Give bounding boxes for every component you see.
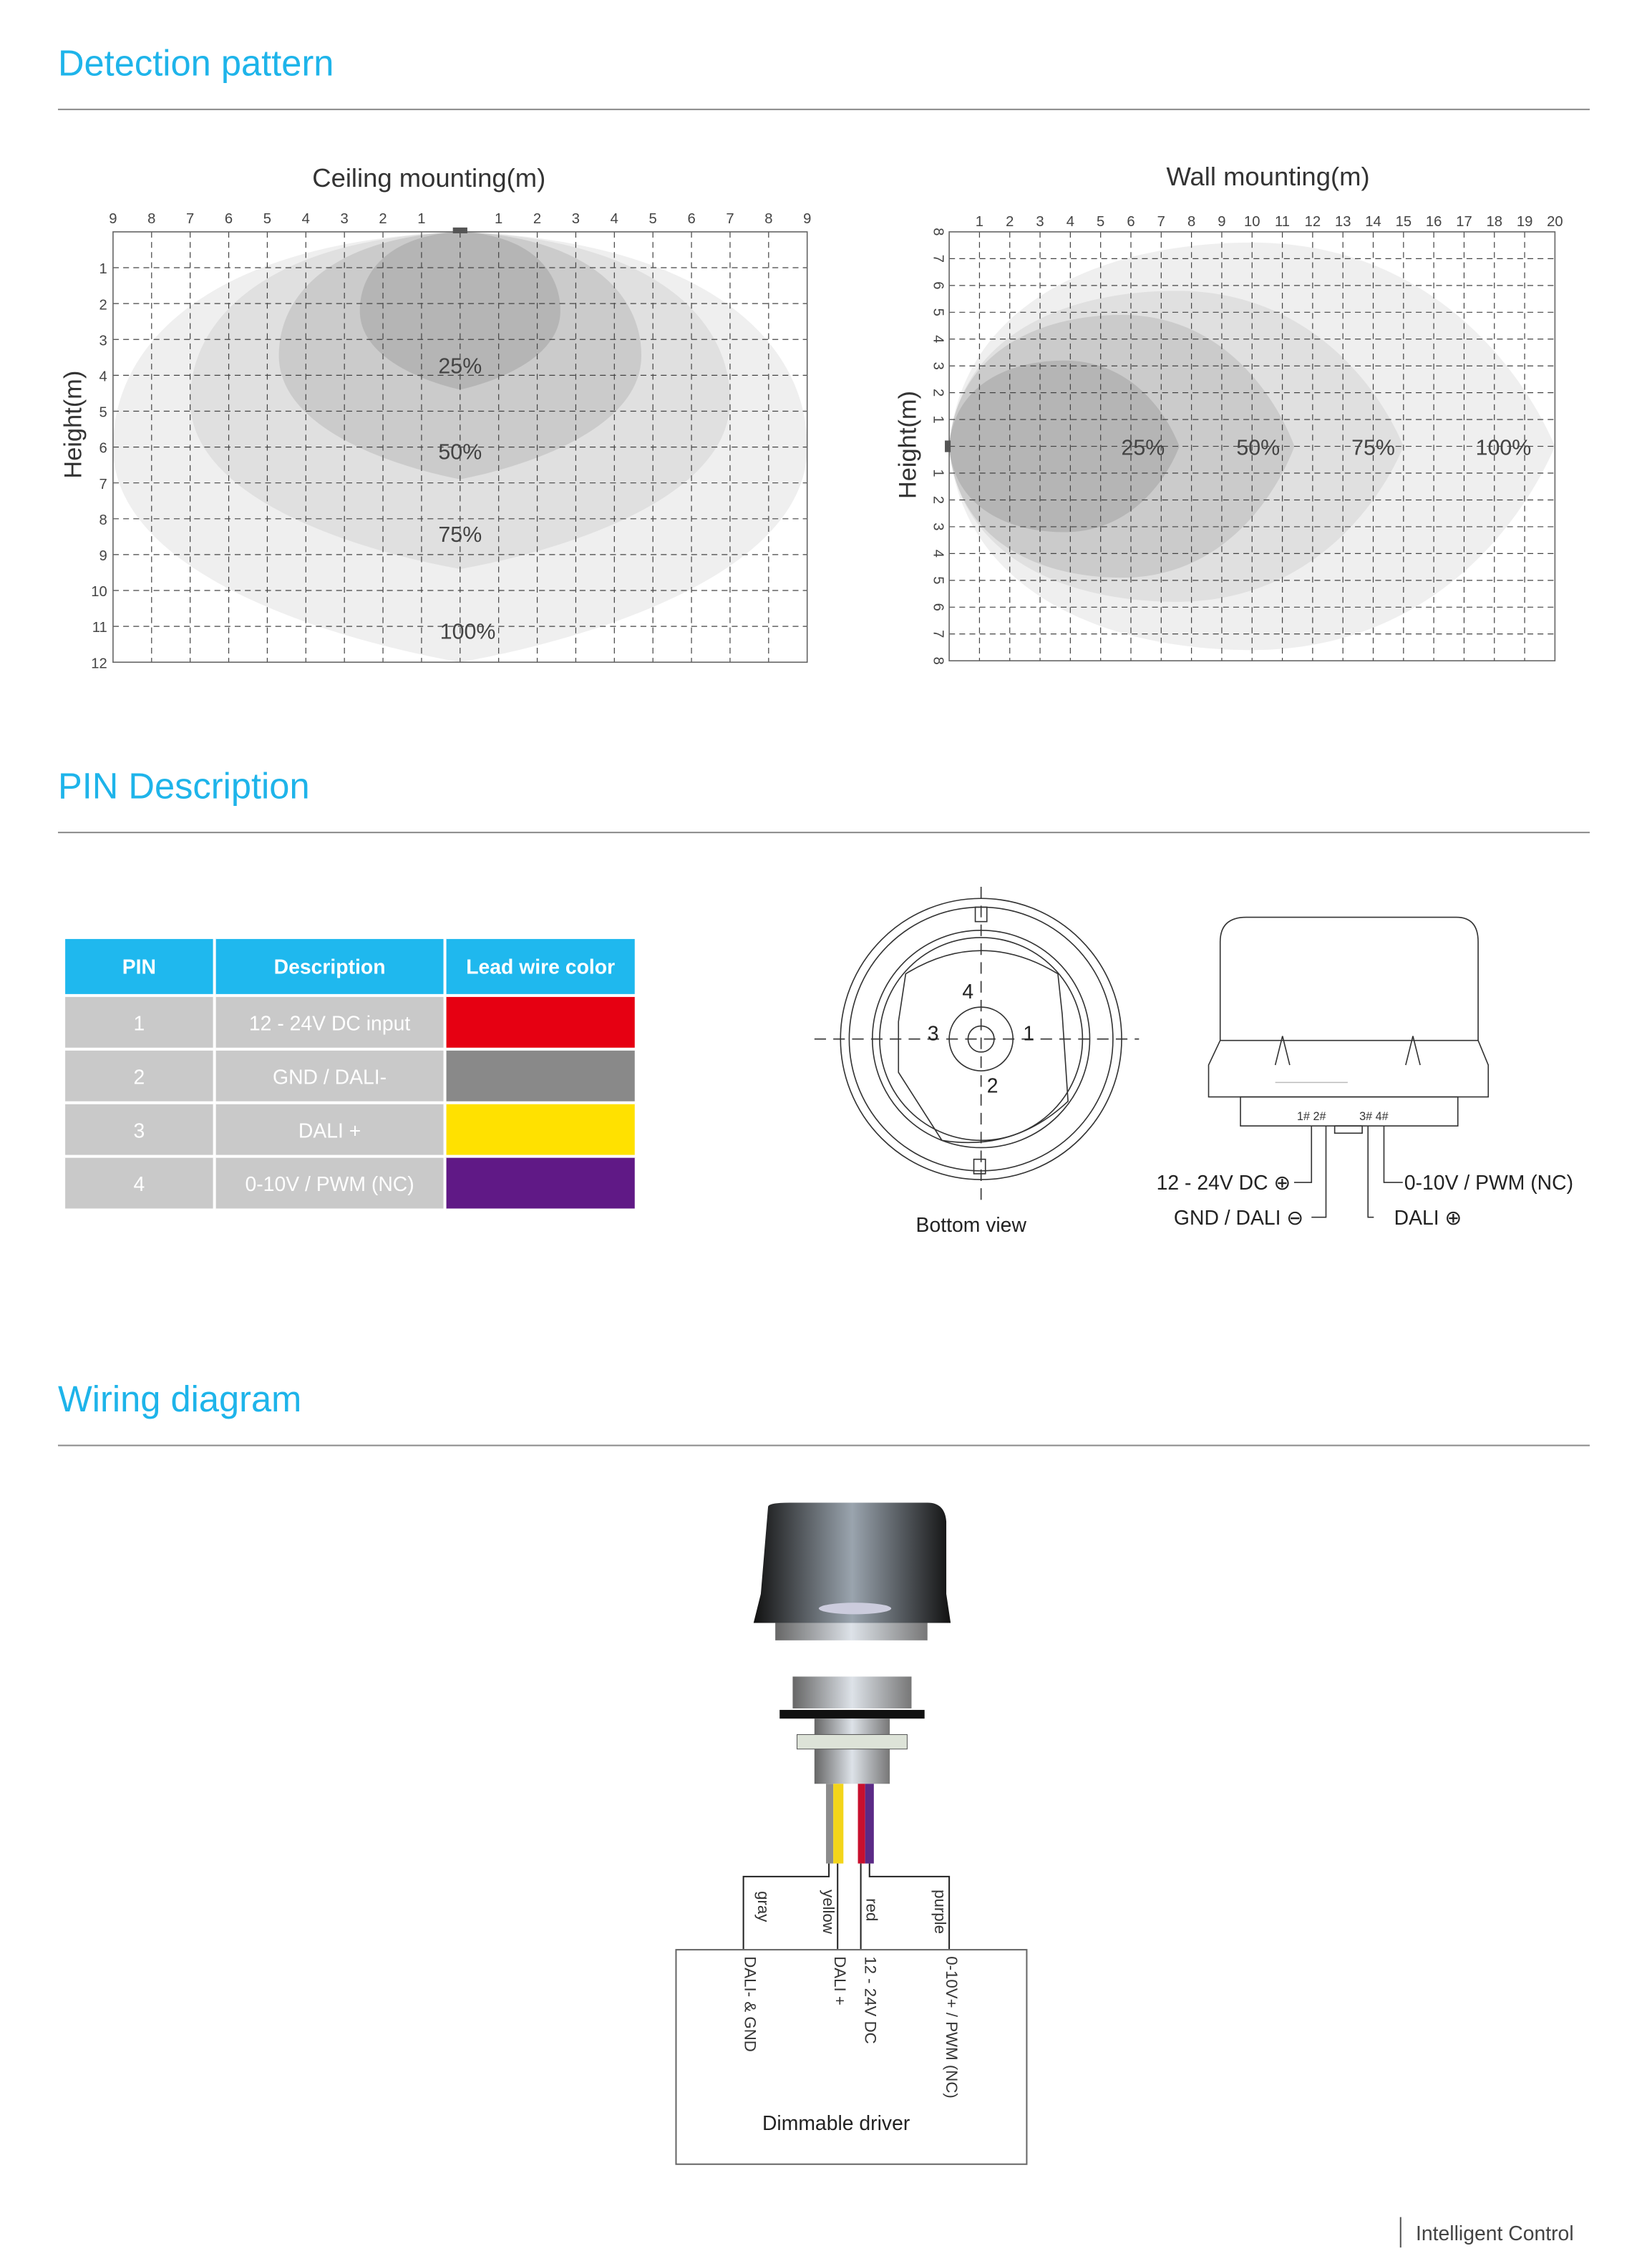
terminal-label-dali-gnd: DALI- & GND	[740, 1956, 758, 2052]
lead-wire-color-swatch	[445, 1049, 636, 1103]
sensor-marker	[453, 228, 467, 233]
table-header	[64, 938, 636, 996]
table-row	[64, 1157, 636, 1210]
header-lead-wire-color: Lead wire color	[445, 938, 636, 996]
x-tick-label: 11	[1275, 213, 1291, 230]
y-tick-label: 1	[930, 469, 946, 477]
x-tick-label: 8	[1187, 213, 1196, 230]
x-tick-label: 6	[687, 210, 696, 227]
y-tick-label: 1	[99, 261, 107, 278]
y-tick-label: 4	[99, 369, 107, 385]
label-12-24v-dc: 12 - 24V DC ⊕	[1156, 1170, 1291, 1195]
sensor-marker	[945, 440, 951, 452]
pin-table	[62, 936, 638, 1212]
y-tick-label: 3	[930, 522, 946, 531]
pin-description: DALI +	[215, 1103, 445, 1157]
y-tick-label: 7	[930, 254, 946, 263]
y-tick-label: 12	[91, 656, 107, 672]
divider	[58, 109, 1590, 110]
area-label: 25%	[438, 354, 482, 379]
y-tick-label: 2	[930, 495, 946, 505]
bottom-view-caption: Bottom view	[915, 1212, 1026, 1236]
area-label: 25%	[1121, 436, 1165, 460]
x-tick-label: 12	[1304, 213, 1321, 230]
y-tick-label: 2	[99, 297, 107, 313]
pin-marks-34: 3# 4#	[1359, 1109, 1389, 1124]
area-label: 75%	[438, 522, 482, 547]
header-pin: PIN	[64, 938, 215, 996]
y-tick-label: 6	[930, 603, 946, 611]
y-tick-label: 8	[930, 228, 946, 236]
y-tick-label: 5	[99, 404, 107, 421]
x-tick-label: 6	[224, 210, 233, 227]
wiring-diagram	[666, 1492, 1043, 2174]
x-tick-label: 7	[186, 210, 195, 227]
pin-number: 3	[64, 1103, 215, 1157]
pin-number: 1	[64, 996, 215, 1049]
pin-label-4: 4	[962, 979, 974, 1003]
pin-description: GND / DALI-	[215, 1049, 445, 1103]
bottom-view-drawing	[805, 877, 1152, 1210]
x-tick-label: 16	[1425, 213, 1442, 230]
table-row	[64, 1103, 636, 1157]
x-tick-label: 4	[301, 210, 310, 227]
y-axis-label: Height(m)	[894, 391, 922, 500]
y-tick-label: 7	[99, 476, 107, 492]
sensor-cap-image	[754, 1503, 951, 1640]
x-tick-label: 7	[726, 210, 734, 227]
x-tick-label: 20	[1547, 213, 1563, 230]
pin-marks-12: 1# 2#	[1297, 1109, 1326, 1124]
x-tick-label: 17	[1456, 213, 1472, 230]
ceiling-chart	[0, 137, 840, 688]
pin-label-1: 1	[1023, 1021, 1035, 1045]
x-tick-label: 10	[1243, 213, 1260, 230]
x-tick-label: 4	[610, 210, 618, 227]
wire-label-yellow: yellow	[818, 1890, 837, 1934]
x-tick-label: 5	[1097, 213, 1105, 230]
y-tick-label: 4	[930, 335, 946, 344]
table-row	[64, 996, 636, 1049]
y-tick-label: 7	[930, 630, 946, 638]
y-tick-label: 3	[99, 333, 107, 349]
wall-chart	[855, 137, 1609, 688]
x-tick-label: 7	[1157, 213, 1165, 230]
x-tick-label: 5	[263, 210, 272, 227]
lead-wire-color-swatch	[445, 1157, 636, 1210]
x-tick-label: 18	[1486, 213, 1503, 230]
y-tick-label: 8	[99, 512, 107, 528]
x-tick-label: 2	[379, 210, 387, 227]
y-tick-label: 3	[930, 361, 946, 370]
y-axis-label: Height(m)	[59, 370, 87, 479]
section-title-detection: Detection pattern	[57, 43, 334, 84]
x-tick-label: 5	[648, 210, 657, 227]
x-tick-label: 6	[1127, 213, 1135, 230]
terminal-label-0-10v: 0-10V+ / PWM (NC)	[941, 1956, 960, 2099]
footer-text: Intelligent Control	[1416, 2221, 1574, 2245]
pin-number: 4	[64, 1157, 215, 1210]
x-tick-label: 2	[1006, 213, 1014, 230]
y-tick-label: 9	[99, 548, 107, 565]
y-tick-label: 4	[930, 549, 946, 558]
x-tick-label: 3	[1036, 213, 1044, 230]
x-tick-label: 9	[109, 210, 117, 227]
terminal-label-dali-plus: DALI +	[830, 1956, 848, 2005]
divider	[58, 832, 1590, 833]
wire-label-gray: gray	[753, 1891, 772, 1922]
lead-wire-color-swatch	[445, 1103, 636, 1157]
x-tick-label: 9	[1218, 213, 1226, 230]
x-tick-label: 15	[1395, 213, 1412, 230]
terminal-label-12-24v: 12 - 24V DC	[860, 1956, 878, 2044]
label-gnd-dali: GND / DALI ⊖	[1173, 1205, 1304, 1229]
pin-description: 0-10V / PWM (NC)	[215, 1157, 445, 1210]
x-tick-label: 9	[803, 210, 812, 227]
y-tick-label: 6	[930, 281, 946, 290]
driver-label: Dimmable driver	[762, 2111, 910, 2135]
y-tick-label: 1	[930, 415, 946, 424]
area-label: 100%	[1475, 436, 1532, 460]
footer-divider	[1400, 2217, 1401, 2248]
x-tick-label: 13	[1334, 213, 1351, 230]
y-tick-label: 6	[99, 440, 107, 457]
section-title-pin: PIN Description	[57, 767, 310, 807]
chart-title: Ceiling mounting(m)	[312, 163, 546, 193]
x-tick-label: 2	[533, 210, 542, 227]
x-tick-label: 19	[1516, 213, 1533, 230]
lead-wire-color-swatch	[445, 996, 636, 1049]
section-title-wiring: Wiring diagram	[57, 1379, 302, 1421]
header-description: Description	[215, 938, 445, 996]
chart-title: Wall mounting(m)	[1166, 162, 1370, 192]
divider	[58, 1445, 1590, 1446]
x-tick-label: 3	[340, 210, 349, 227]
y-tick-label: 5	[930, 308, 946, 316]
y-tick-label: 11	[92, 620, 107, 636]
y-tick-label: 8	[930, 656, 946, 665]
pin-label-3: 3	[927, 1021, 939, 1045]
y-tick-label: 2	[930, 389, 946, 397]
x-tick-label: 8	[764, 210, 773, 227]
pin-label-2: 2	[986, 1074, 999, 1097]
area-label: 75%	[1351, 436, 1395, 460]
connector-base-image	[779, 1676, 924, 1784]
pin-number: 2	[64, 1049, 215, 1103]
x-tick-label: 1	[495, 210, 503, 227]
label-0-10v-pwm: 0-10V / PWM (NC)	[1404, 1170, 1574, 1195]
pin-description: 12 - 24V DC input	[215, 996, 445, 1049]
x-tick-label: 3	[571, 210, 580, 227]
wire-label-red: red	[862, 1898, 880, 1922]
table-row	[64, 1049, 636, 1103]
area-label: 100%	[439, 620, 496, 644]
area-label: 50%	[1236, 436, 1281, 460]
x-tick-label: 14	[1365, 213, 1381, 230]
y-tick-label: 10	[91, 584, 107, 600]
x-tick-label: 1	[417, 210, 426, 227]
y-tick-label: 5	[930, 576, 946, 585]
x-tick-label: 1	[975, 213, 984, 230]
label-dali-plus: DALI ⊕	[1394, 1205, 1462, 1229]
x-tick-label: 4	[1066, 213, 1075, 230]
wire-label-purple: purple	[930, 1890, 948, 1934]
area-label: 50%	[438, 440, 482, 465]
x-tick-label: 8	[147, 210, 156, 227]
